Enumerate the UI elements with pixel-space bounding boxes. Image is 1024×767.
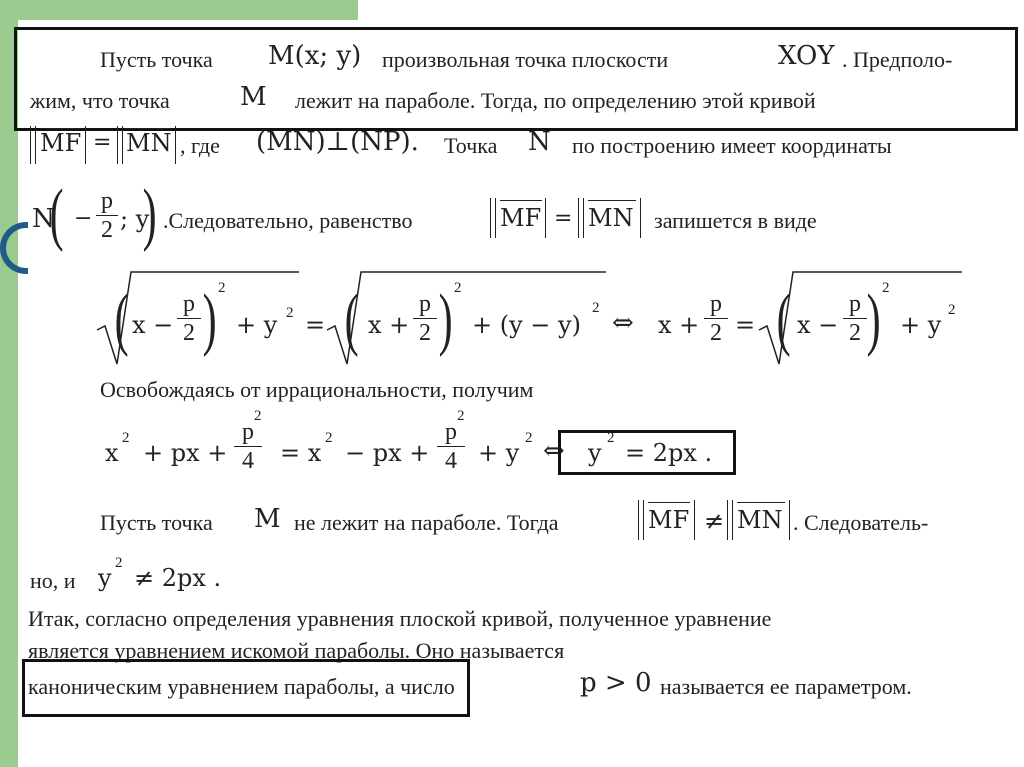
exponent: 2 — [454, 280, 462, 296]
left-paren: ( — [114, 281, 129, 358]
denominator: 2 — [710, 320, 722, 346]
perp-relation: (MN)⊥(NP). — [256, 127, 419, 157]
minus-sign: − — [74, 206, 93, 231]
abs-bar — [732, 500, 733, 540]
para3-text: Освобождаясь от иррациональности, получим — [100, 377, 534, 402]
para1-line3-a: , где — [180, 133, 220, 158]
left-paren: ( — [776, 281, 791, 358]
right-paren: ) — [866, 281, 881, 358]
not-equal-sign: ≠ — [704, 507, 725, 535]
eq2-plus-y: + y — [478, 439, 520, 467]
abs-bar — [495, 198, 496, 238]
para5-line3-b: называется ее параметром. — [660, 674, 912, 699]
abs-bar — [643, 500, 644, 540]
right-paren: ) — [142, 176, 157, 253]
fraction-p-over-2 — [843, 290, 867, 347]
abs-bar — [638, 500, 639, 540]
left-paren: ( — [344, 281, 359, 358]
vector-overline — [588, 200, 636, 201]
vector-mn: MN — [737, 506, 783, 534]
highlight-frame-top — [14, 27, 1018, 131]
para2-text-b: запишется в виде — [654, 208, 817, 233]
denominator: 4 — [242, 448, 254, 474]
point-m-coords: M(x; y) — [268, 41, 362, 71]
result-2px: = 2px . — [625, 439, 713, 467]
right-paren: ) — [202, 281, 217, 358]
exponent: 2 — [592, 300, 600, 316]
abs-bar — [175, 126, 176, 164]
y-coord: ; y — [120, 205, 150, 233]
para4-text-b: не лежит на параболе. Тогда — [294, 510, 559, 535]
eq2-equals-x: = x — [280, 439, 322, 467]
para4-text-c: . Следователь- — [793, 510, 929, 535]
exponent: 2 — [254, 408, 262, 424]
point-m: M — [254, 504, 281, 534]
para1-line3-c: по построению имеет координаты — [572, 133, 892, 158]
denominator: 2 — [849, 320, 861, 346]
right-paren: ) — [438, 281, 453, 358]
para2-text-a: .Следовательно, равенство — [163, 208, 413, 233]
vector-overline — [648, 502, 690, 503]
fraction-p-over-2 — [413, 290, 437, 347]
point-m: M — [240, 82, 267, 112]
vector-overline — [500, 200, 542, 201]
equals-sign: = — [305, 311, 326, 339]
vector-mf: MF — [500, 204, 542, 232]
numerator: p — [849, 291, 861, 317]
plane-name: XOY — [778, 41, 835, 71]
abs-bar — [578, 198, 579, 238]
numerator: p — [101, 188, 113, 214]
eq2-x: x — [105, 439, 119, 467]
p-gt-zero: p > 0 — [580, 668, 652, 698]
vector-mf: MF — [648, 506, 690, 534]
abs-bar — [122, 126, 123, 164]
abs-bar — [30, 126, 31, 164]
abs-bar — [85, 126, 86, 164]
eq2-plus-px: + px + — [143, 439, 228, 467]
vector-overline — [737, 502, 785, 503]
para1-line2-b: лежит на параболе. Тогда, по определению этой кривой — [295, 88, 816, 113]
fraction-p2-over-4 — [234, 418, 262, 475]
abs-bar — [727, 500, 728, 540]
vector-mn: MN — [588, 204, 634, 232]
equals-sign: = — [554, 206, 573, 231]
exponent: 2 — [122, 430, 130, 446]
denominator: 2 — [101, 217, 113, 243]
denominator: 2 — [183, 320, 195, 346]
eq1-plus-yy: + (y − y) — [472, 311, 581, 339]
denominator: 4 — [445, 448, 457, 474]
eq1-plus-y: + y — [236, 311, 278, 339]
exponent: 2 — [286, 305, 294, 321]
abs-bar — [35, 126, 36, 164]
para1-line1-a: Пусть точка — [100, 47, 213, 72]
equals-sign: = — [93, 130, 112, 155]
para4-text-d: но, и — [30, 568, 76, 593]
iff-arrow: ⇔ — [543, 436, 565, 466]
result-y: y — [588, 439, 602, 467]
para1-line1-b: произвольная точка плоскости — [382, 47, 669, 72]
eq1-x-minus: x − — [797, 311, 839, 339]
para1-line3-b: Точка — [444, 133, 498, 158]
para4-text-a: Пусть точка — [100, 510, 213, 535]
iff-arrow: ⇔ — [612, 308, 634, 338]
vector-mn: MN — [126, 129, 172, 157]
fraction-p-over-2 — [177, 290, 201, 347]
para5-line1: Итак, согласно определения уравнения плоской кривой, полученное уравнение — [28, 606, 772, 631]
exponent: 2 — [525, 430, 533, 446]
eq1-plus-y: + y — [900, 311, 942, 339]
vector-mf: MF — [40, 129, 82, 157]
abs-bar — [583, 198, 584, 238]
equals-sign: = — [735, 311, 756, 339]
left-paren: ( — [49, 176, 64, 253]
abs-bar — [490, 198, 491, 238]
numerator: p — [183, 291, 195, 317]
exponent: 2 — [882, 280, 890, 296]
abs-bar — [117, 126, 118, 164]
abs-bar — [640, 198, 641, 238]
y-var: y — [98, 564, 112, 592]
fraction-p-over-2 — [704, 290, 728, 347]
neq-2px: ≠ 2px . — [134, 564, 222, 592]
exponent: 2 — [115, 555, 123, 571]
abs-bar — [545, 198, 546, 238]
abs-bar — [694, 500, 695, 540]
para5-line3-a: каноническим уравнением параболы, а число — [28, 674, 455, 699]
numerator: p — [242, 419, 254, 445]
abs-bar — [789, 500, 790, 540]
exponent: 2 — [948, 302, 956, 318]
highlight-frame-bottom — [22, 659, 470, 717]
numerator: p — [445, 419, 457, 445]
para5-line2: является уравнением искомой параболы. Оно называется — [28, 638, 565, 663]
para1-line1-c: . Предполо- — [842, 47, 953, 72]
denominator: 2 — [419, 320, 431, 346]
exponent: 2 — [218, 280, 226, 296]
eq1-x-plus: x + — [368, 311, 410, 339]
eq1-x-minus: x − — [132, 311, 174, 339]
fraction-p2-over-4 — [437, 418, 465, 475]
fraction-p-over-2 — [96, 187, 118, 244]
exponent: 2 — [325, 430, 333, 446]
eq1-x-plus-2: x + — [658, 311, 700, 339]
point-n: N — [32, 204, 55, 234]
numerator: p — [419, 291, 431, 317]
eq2-minus-px: − px + — [345, 439, 430, 467]
exponent: 2 — [457, 408, 465, 424]
point-n: N — [528, 127, 551, 157]
exponent: 2 — [607, 430, 615, 446]
numerator: p — [710, 291, 722, 317]
para1-line2-a: жим, что точка — [30, 88, 170, 113]
